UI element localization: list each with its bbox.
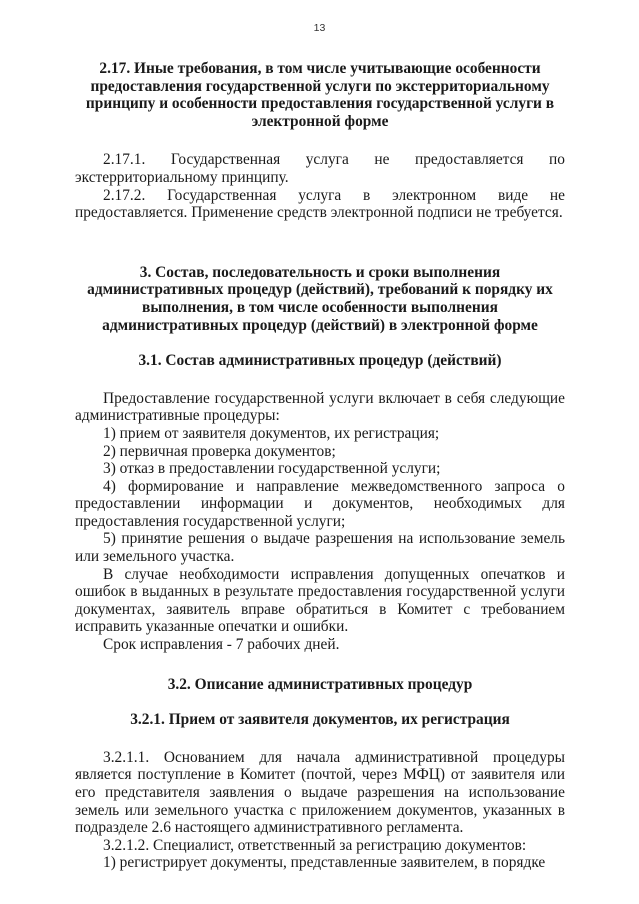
section-3-1-heading: 3.1. Состав административных процедур (действий) — [138, 352, 502, 370]
list-item: 1) прием от заявителя документов, их регистрация; — [103, 424, 440, 442]
correction-term: Срок исправления - 7 рабочих дней. — [103, 636, 340, 654]
paragraph-2-17-1: 2.17.1. Государственная услуга не предоставляется по экстерриториальному принципу. — [75, 151, 565, 186]
paragraph-3-2-1-2: 3.2.1.2. Специалист, ответственный за регистрацию документов: — [103, 836, 527, 854]
paragraph-2-17-2: 2.17.2. Государственная услуга в электронном виде не предоставляется. Применение средств электронной подписи не требуется. — [75, 186, 565, 222]
section-3-1-body — [75, 390, 565, 654]
section-3-2-heading: 3.2. Описание административных процедур — [167, 675, 473, 693]
section-3-1-intro: Предоставление государственной услуги включает в себя следующие административные процедуры: — [75, 389, 565, 425]
section-3-2-1-body — [75, 749, 565, 872]
paragraph-3-2-1-2-item-1: 1) регистрирует документы, представленные заявителем, в порядке — [103, 854, 546, 872]
section-3-2-1-heading: 3.2.1. Прием от заявителя документов, их регистрация — [130, 711, 510, 729]
list-item: 4) формирование и направление межведомственного запроса о предоставлении информации и документов, необходимых для предоставления государственной услуги; — [75, 477, 565, 530]
paragraph-3-2-1-1: 3.2.1.1. Основанием для начала административной процедуры является поступление в Комитет (почтой, через МФЦ) от заявителя или его представителя заявления о выдаче разрешения на использование земель или земельного участка с приложением документов, указанных в подразделе 2.6 настоящего административного регламента. — [75, 748, 565, 837]
corrections-paragraph: В случае необходимости исправления допущенных опечатков и ошибок в выданных в результате предоставления государственной услуги документах, заявитель вправе обратиться в Комитет с требованием исправить указанные опечатки и ошибки. — [75, 565, 565, 636]
list-item: 2) первичная проверка документов; — [103, 442, 336, 460]
page-content — [75, 60, 565, 872]
section-3-heading: 3. Состав, последовательность и сроки выполнения административных процедур (действий), требований к порядку их выполнения, в том числе особенности выполнения административных процедур (действий) в электронной форме — [87, 263, 553, 334]
section-2-17-body — [75, 151, 565, 221]
section-2-17-heading: 2.17. Иные требования, в том числе учитывающие особенности предоставления государственной услуги по экстерриториальному принципу и особенности предоставления государственной услуги в электронной форме — [85, 60, 555, 130]
page-number: 13 — [313, 22, 326, 34]
list-item: 3) отказ в предоставлении государственной услуги; — [103, 460, 441, 478]
list-item: 5) принятие решения о выдаче разрешения на использование земель или земельного участка. — [75, 530, 565, 566]
